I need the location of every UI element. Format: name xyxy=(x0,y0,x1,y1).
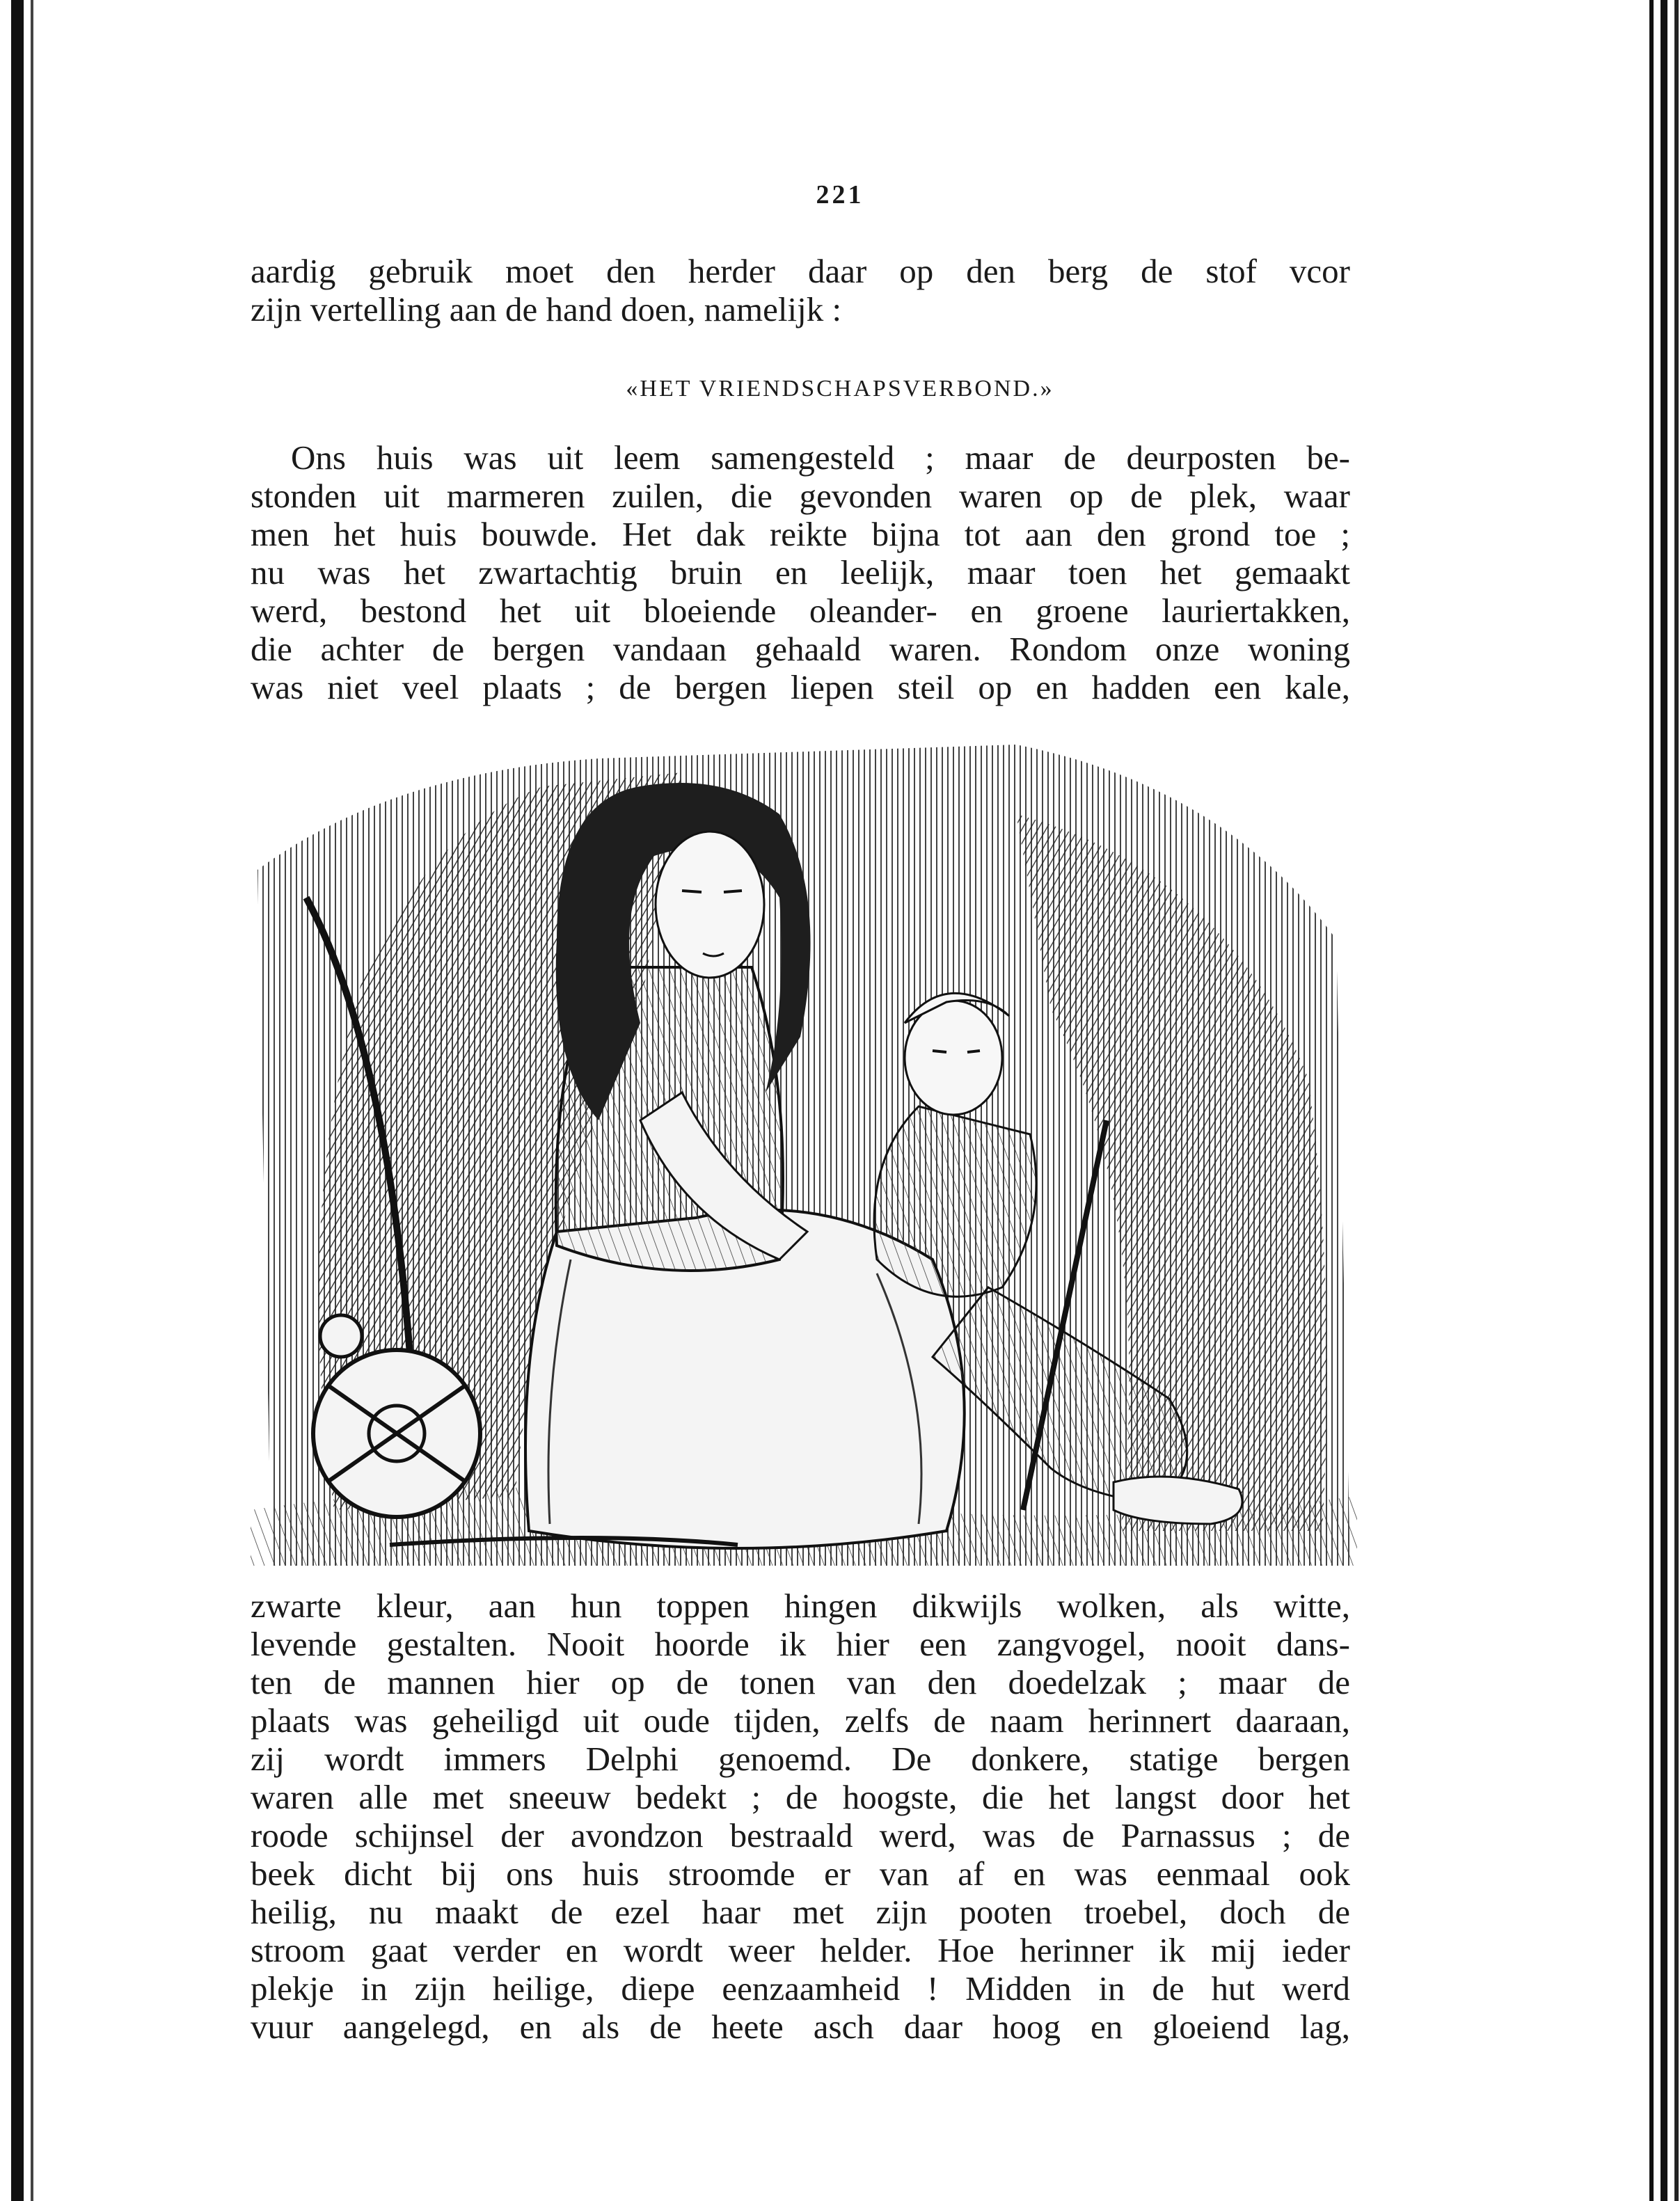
text-line: nu was het zwartachtig bruin en leelijk, maar toen het gemaakt xyxy=(251,553,1350,591)
text-line: ten de mannen hier op de tonen van den doedelzak ; maar de xyxy=(251,1663,1350,1701)
text-line: die achter de bergen vandaan gehaald waren. Rondom onze woning xyxy=(251,630,1350,668)
intro-text xyxy=(251,252,1350,328)
engraving-illustration xyxy=(251,731,1357,1566)
text-line: waren alle met sneeuw bedekt ; de hoogste, die het langst door het xyxy=(251,1778,1350,1816)
text-line: werd, bestond het uit bloeiende oleander- en groene lauriertakken, xyxy=(251,591,1350,630)
paragraph-text xyxy=(251,438,1350,706)
scan-edge-right xyxy=(1649,0,1654,2201)
scan-edge-right-outer xyxy=(1661,0,1667,2201)
text-line: vuur aangelegd, en als de heete asch daar hoog en gloeiend lag, xyxy=(251,2008,1350,2046)
text-line: stonden uit marmeren zuilen, die gevonden waren op de plek, waar xyxy=(251,477,1350,515)
text-line: zij wordt immers Delphi genoemd. De donkere, statige bergen xyxy=(251,1740,1350,1778)
text-line: aardig gebruik moet den herder daar op den berg de stof vcor xyxy=(251,252,1350,290)
text-line: was niet veel plaats ; de bergen liepen steil op en hadden een kale, xyxy=(251,668,1350,706)
text-line: levende gestalten. Nooit hoorde ik hier een zangvogel, nooit dans- xyxy=(251,1625,1350,1663)
section-heading: «HET VRIENDSCHAPSVERBOND.» xyxy=(626,376,1054,402)
text-line: zijn vertelling aan de hand doen, namelijk : xyxy=(251,290,842,328)
text-line: plekje in zijn heilige, diepe eenzaamheid ! Midden in de hut werd xyxy=(251,1969,1350,2008)
scan-edge-left xyxy=(11,0,24,2201)
text-line: Ons huis was uit leem samengesteld ; maar de deurposten be- xyxy=(291,438,1350,477)
scan-edge-left-inner xyxy=(31,0,33,2201)
text-line: stroom gaat verder en wordt weer helder. Hoe herinner ik mij ieder xyxy=(251,1931,1350,1969)
page-number: 221 xyxy=(816,180,864,209)
continuation-text xyxy=(251,1587,1350,2046)
text-line: zwarte kleur, aan hun toppen hingen dikwijls wolken, als witte, xyxy=(251,1587,1350,1625)
text-line: roode schijnsel der avondzon bestraald werd, was de Parnassus ; de xyxy=(251,1816,1350,1854)
scan-edge-right-border xyxy=(1674,0,1679,2201)
text-line: heilig, nu maakt de ezel haar met zijn pooten troebel, doch de xyxy=(251,1893,1350,1931)
text-line: men het huis bouwde. Het dak reikte bijna tot aan den grond toe ; xyxy=(251,515,1350,553)
text-line: plaats was geheiligd uit oude tijden, zelfs de naam herinnert daaraan, xyxy=(251,1701,1350,1740)
text-line: beek dicht bij ons huis stroomde er van af en was eenmaal ook xyxy=(251,1854,1350,1893)
